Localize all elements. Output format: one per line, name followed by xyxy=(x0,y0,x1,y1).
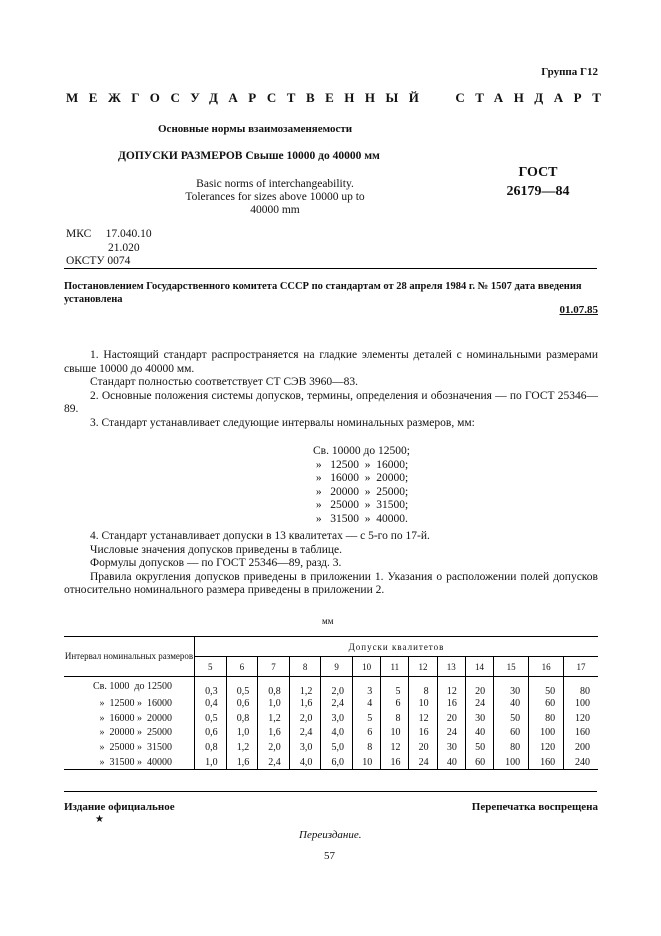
tolerance-cell: 5 xyxy=(381,677,409,697)
tolerance-cell: 120 xyxy=(575,712,590,724)
tolerance-cell: 5,0 xyxy=(321,740,353,755)
tolerance-cell: 1,0 xyxy=(195,755,227,770)
tolerance-cell: 1,2 xyxy=(226,740,258,755)
tolerance-cell: 2,0 xyxy=(321,677,353,697)
tolerance-cell: 160 xyxy=(529,755,564,770)
tolerance-cell: 3,0 xyxy=(321,711,353,726)
group-code: Группа Г12 xyxy=(541,66,598,78)
paragraph-7: Формулы допусков — по ГОСТ 25346—89, разд. 3. xyxy=(90,557,342,569)
gost-designation xyxy=(500,163,576,201)
classification-codes xyxy=(66,228,152,269)
paragraph-2: Стандарт полностью соответствует СТ СЭВ 3960—83. xyxy=(90,376,359,388)
table-row xyxy=(64,677,598,697)
tolerance-cell: 6,0 xyxy=(321,755,353,770)
mks-code-1: 17.040.10 xyxy=(105,228,152,240)
tolerance-cell: 24 xyxy=(409,755,437,770)
reissue-note: Переиздание. xyxy=(299,829,362,841)
tolerance-cell: 1,6 xyxy=(226,755,258,770)
tolerance-cell: 20 xyxy=(437,711,465,726)
grade-header: 15 xyxy=(494,657,529,677)
tolerance-cell: 2,0 xyxy=(258,740,290,755)
interval-item: » 25000 » 31500; xyxy=(313,499,409,511)
standard-heading xyxy=(66,90,612,106)
english-title xyxy=(170,178,380,217)
tolerance-table-body xyxy=(64,677,598,770)
grade-header: 16 xyxy=(529,657,564,677)
tolerance-cell: 5 xyxy=(352,711,380,726)
grade-header: 6 xyxy=(226,657,258,677)
tolerance-cell: 1,2 xyxy=(289,677,321,697)
tolerance-cell: 4,0 xyxy=(289,755,321,770)
table-unit: мм xyxy=(322,616,334,626)
tolerance-cell: 1,0 xyxy=(226,726,258,741)
tolerance-cell: 16 xyxy=(409,726,437,741)
interval-item: » 16000 » 20000; xyxy=(313,472,409,484)
tolerance-cell: 0,6 xyxy=(195,726,227,741)
row-interval-label: » 25000 » 31500 xyxy=(64,740,195,755)
english-title-line2: Tolerances for sizes above 10000 up to 40000 mm xyxy=(185,191,365,216)
paragraph-1: 1. Настоящий стандарт распространяется на гладкие элементы деталей с номинальными размерами свыше 10000 до 40000 мм. xyxy=(64,349,598,375)
tolerance-cell: 50 xyxy=(529,677,564,697)
decree-text: Постановлением Государственного комитета СССР по стандартам от 28 апреля 1984 г. № 1507 дата введения установлена xyxy=(64,281,582,305)
size-interval-list xyxy=(313,445,410,526)
grade-header: 8 xyxy=(289,657,321,677)
tolerance-cell: 0,8 xyxy=(258,677,290,697)
table-row xyxy=(64,697,598,712)
header-divider xyxy=(64,268,597,269)
tolerance-cell: 200 xyxy=(575,742,590,754)
paragraph-3: 2. Основные положения системы допусков, термины, определения и обозначения — по ГОСТ 25346—89. xyxy=(64,389,598,415)
grade-header: 7 xyxy=(258,657,290,677)
tolerance-cell: 120 xyxy=(529,740,564,755)
tolerance-cell: 40 xyxy=(494,697,529,712)
grade-header: 13 xyxy=(437,657,465,677)
tolerance-cell: 0,3 xyxy=(195,677,227,697)
interval-column-header: Интервал номинальных размеров xyxy=(64,637,195,677)
reprint-prohibited: Перепечатка воспрещена xyxy=(471,801,598,813)
interval-item: » 20000 » 25000; xyxy=(313,485,409,498)
tolerance-cell: 100 xyxy=(575,698,590,710)
tolerance-cell: 30 xyxy=(494,677,529,697)
tolerance-cell: 2,4 xyxy=(321,697,353,712)
tolerance-cell: 2,4 xyxy=(258,755,290,770)
grades-group-header: Допуски квалитетов xyxy=(195,637,599,657)
interval-item: » 12500 » 16000; xyxy=(313,458,409,471)
tolerance-cell: 50 xyxy=(494,711,529,726)
tolerance-cell: 10 xyxy=(381,726,409,741)
tolerance-cell: 2,4 xyxy=(289,726,321,741)
standard-body xyxy=(64,349,598,430)
tolerance-cell: 6 xyxy=(352,726,380,741)
tolerance-cell: 16 xyxy=(381,755,409,770)
table-row xyxy=(64,740,598,755)
standard-body-continued xyxy=(64,530,598,598)
tolerance-cell: 10 xyxy=(352,755,380,770)
standard-word-standard: СТАНДАРТ xyxy=(455,90,612,105)
tolerance-cell: 40 xyxy=(465,726,493,741)
tolerance-cell: 12 xyxy=(409,711,437,726)
tolerance-cell: 20 xyxy=(465,677,493,697)
tolerance-cell: 8 xyxy=(409,677,437,697)
tolerance-cell: 80 xyxy=(494,740,529,755)
table-row xyxy=(64,755,598,770)
tolerance-cell: 80 xyxy=(580,685,590,697)
tolerance-cell: 100 xyxy=(494,755,529,770)
tolerance-cell: 1,2 xyxy=(258,711,290,726)
tolerance-cell: 6 xyxy=(381,697,409,712)
grade-header: 5 xyxy=(195,657,227,677)
tolerance-cell: 0,8 xyxy=(226,711,258,726)
table-row xyxy=(64,726,598,741)
row-interval-label: » 16000 » 20000 xyxy=(64,711,195,726)
row-interval-label: » 31500 » 40000 xyxy=(64,755,195,770)
tolerance-cell: 24 xyxy=(465,697,493,712)
tolerance-cell: 1,6 xyxy=(289,697,321,712)
tolerance-cell: 160 xyxy=(575,727,590,739)
tolerance-cell: 0,5 xyxy=(195,711,227,726)
tolerance-cell: 12 xyxy=(437,677,465,697)
tolerance-cell: 10 xyxy=(409,697,437,712)
interval-item: Св. 10000 до 12500; xyxy=(313,445,410,457)
grade-header: 12 xyxy=(409,657,437,677)
tolerance-cell: 60 xyxy=(465,755,493,770)
tolerance-cell: 3 xyxy=(352,677,380,697)
basic-norms-title: Основные нормы взаимозаменяемости xyxy=(158,123,353,135)
tolerance-cell: 0,6 xyxy=(226,697,258,712)
tolerance-cell: 2,0 xyxy=(289,711,321,726)
tolerance-cell: 4 xyxy=(352,697,380,712)
tolerance-cell: 12 xyxy=(381,740,409,755)
tolerance-cell: 0,4 xyxy=(195,697,227,712)
tolerance-cell: 80 xyxy=(529,711,564,726)
grade-header: 14 xyxy=(465,657,493,677)
table-row xyxy=(64,711,598,726)
tolerance-cell: 3,0 xyxy=(289,740,321,755)
tolerance-cell: 50 xyxy=(465,740,493,755)
footer-divider xyxy=(64,791,597,792)
introduction-date: 01.07.85 xyxy=(559,304,598,316)
grade-header: 17 xyxy=(564,657,598,677)
tolerance-cell: 0,8 xyxy=(195,740,227,755)
grade-header: 10 xyxy=(352,657,380,677)
mks-code-2: 21.020 xyxy=(108,241,140,254)
english-title-line1: Basic norms of interchangeability. xyxy=(196,178,354,190)
page-number: 57 xyxy=(324,850,335,862)
tolerance-cell: 100 xyxy=(529,726,564,741)
row-interval-label: Св. 1000 до 12500 xyxy=(64,677,195,697)
paragraph-5: 4. Стандарт устанавливает допуски в 13 квалитетах — с 5-го по 17-й. xyxy=(90,530,430,542)
tolerance-cell: 24 xyxy=(437,726,465,741)
standard-word-interstate: МЕЖГОСУДАРСТВЕННЫЙ xyxy=(66,90,430,105)
tolerance-cell: 4,0 xyxy=(321,726,353,741)
tolerance-cell: 60 xyxy=(529,697,564,712)
tolerance-cell: 0,5 xyxy=(226,677,258,697)
row-interval-label: » 20000 » 25000 xyxy=(64,726,195,741)
paragraph-8: Правила округления допусков приведены в приложении 1. Указания о расположении полей допусков относительно номинального размера приведены в приложении 2. xyxy=(64,570,598,596)
paragraph-4: 3. Стандарт устанавливает следующие интервалы номинальных размеров, мм: xyxy=(90,416,475,429)
gost-number: 26179—84 xyxy=(506,184,570,199)
tolerance-cell: 1,0 xyxy=(258,697,290,712)
tolerance-cell: 8 xyxy=(381,711,409,726)
tolerance-table xyxy=(64,636,598,770)
tolerance-cell: 8 xyxy=(352,740,380,755)
main-title: ДОПУСКИ РАЗМЕРОВ Свыше 10000 до 40000 мм xyxy=(118,150,380,162)
tolerance-cell: 30 xyxy=(437,740,465,755)
gost-label: ГОСТ xyxy=(518,165,558,180)
official-edition: Издание официальное xyxy=(64,801,175,813)
tolerance-cell: 40 xyxy=(437,755,465,770)
row-interval-label: » 12500 » 16000 xyxy=(64,697,195,712)
tolerance-cell: 60 xyxy=(494,726,529,741)
tolerance-cell: 20 xyxy=(409,740,437,755)
grade-header: 9 xyxy=(321,657,353,677)
paragraph-6: Числовые значения допусков приведены в таблице. xyxy=(90,543,342,556)
grade-header: 11 xyxy=(381,657,409,677)
mks-label: МКС xyxy=(66,228,92,240)
interval-item: » 31500 » 40000. xyxy=(313,512,408,525)
star-icon: ★ xyxy=(95,814,104,825)
tolerance-cell: 1,6 xyxy=(258,726,290,741)
okstu-code: ОКСТУ 0074 xyxy=(66,255,131,267)
tolerance-cell: 240 xyxy=(564,755,598,770)
tolerance-cell: 16 xyxy=(437,697,465,712)
tolerance-cell: 30 xyxy=(465,711,493,726)
